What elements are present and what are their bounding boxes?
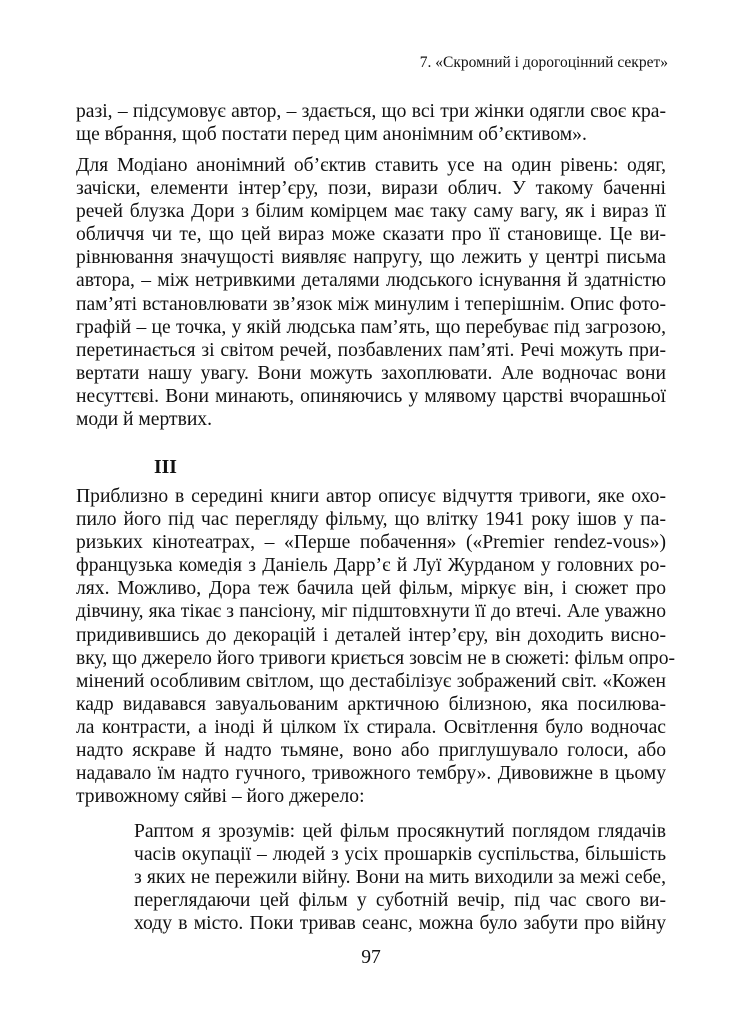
running-header: 7. «Скромний і дорогоцінний секрет»: [419, 54, 668, 71]
text-line: надавало їм надто гучного, тривожного тембру». Дивовижне в цьому: [76, 763, 666, 785]
text-line: надто яскраве й надто тьмяне, воно або приглушувало голоси, або: [76, 740, 666, 762]
text-line: тривожному сяйві – його джерело:: [76, 786, 365, 808]
quote-line: Раптом я зрозумів: цей фільм просякнутий поглядом глядачів: [134, 821, 666, 842]
text-line: несуттєві. Вони минають, опиняючись у млявому царстві вчорашньої: [76, 385, 666, 407]
text-line: мінений особливим світлом, що дестабілізує зображений світ. «Кожен: [76, 670, 666, 692]
quote-line: переглядаючи цей фільм у суботній вечір, під час свого ви-: [134, 890, 666, 912]
text-line: автора, – між нетривкими деталями людського існування й здатністю: [76, 270, 666, 292]
text-line: обличчя чи те, що цей вираз може сказати про її становище. Це ви-: [76, 224, 666, 246]
text-line: перетинається зі світом речей, позбавлених пам’яті. Речі можуть при-: [76, 339, 666, 361]
text-line: пило його під час перегляду фільму, що влітку 1941 року ішов у па-: [76, 509, 666, 531]
page-number: 97: [361, 947, 381, 968]
text-line: графій – це точка, у якій людська пам’ять, що перебуває під загрозою,: [76, 316, 666, 338]
quote-line: часів окупації – людей з усіх прошарків суспільства, більшість: [134, 844, 666, 866]
text-line: вертати нашу увагу. Вони можуть захоплювати. Але водночас вони: [76, 362, 666, 384]
quote-line: з яких не пережили війну. Вони на мить виходили за межі себе,: [134, 867, 666, 889]
block-quote: [134, 820, 666, 935]
text-line: речей блузка Дори з білим комірцем має таку саму вагу, як і вираз її: [76, 201, 666, 223]
text-line: Приблизно в середині книги автор описує відчуття тривоги, яке охо-: [76, 486, 666, 507]
text-line: ще вбрання, щоб постати перед цим анонімним об’єктивом».: [76, 124, 587, 146]
paragraph-1: [76, 100, 666, 146]
text-line: кадр видавався завуальованим арктичною білизною, яка посилюва-: [76, 693, 666, 715]
text-line: ла контрасти, а іноді й цілком їх стирала. Освітлення було водночас: [76, 716, 666, 738]
text-line: дівчину, яка тікає з пансіону, міг підштовхнути її до втечі. Але уважно: [76, 601, 666, 623]
section-heading: III: [154, 457, 177, 478]
quote-line: ходу в місто. Поки тривав сеанс, можна було забути про війну: [134, 913, 666, 935]
paragraph-2: [76, 154, 666, 431]
text-line: моди й мертвих.: [76, 409, 212, 431]
paragraph-3: [76, 485, 676, 808]
text-line: ризьких кінотеатрах, – «Перше побачення» («Premier rendez-vous»): [76, 532, 666, 554]
text-line: рівнювання значущості виявляє напругу, що лежить у центрі письма: [76, 247, 666, 269]
text-line: зачіски, елементи інтер’єру, пози, вирази облич. У такому баченні: [76, 178, 666, 200]
text-line: придивившись до декорацій і деталей інтер’єру, він доходить висно-: [76, 624, 666, 646]
text-line: разі, – підсумовує автор, – здається, що всі три жінки одягли своє кра-: [76, 101, 666, 122]
text-line: французька комедія з Даніель Дарр’є й Луї Журданом у головних ро-: [76, 555, 666, 577]
text-line: вку, що джерело його тривоги криється зовсім не в сюжеті: фільм опро-: [76, 647, 676, 669]
text-line: Для Модіано анонімний об’єктив ставить усе на один рівень: одяг,: [76, 155, 666, 176]
text-line: пам’яті встановлювати зв’язок між минулим і теперішнім. Опис фото-: [76, 293, 666, 315]
text-line: лях. Можливо, Дора теж бачила цей фільм, міркує він, і сюжет про: [76, 578, 666, 600]
